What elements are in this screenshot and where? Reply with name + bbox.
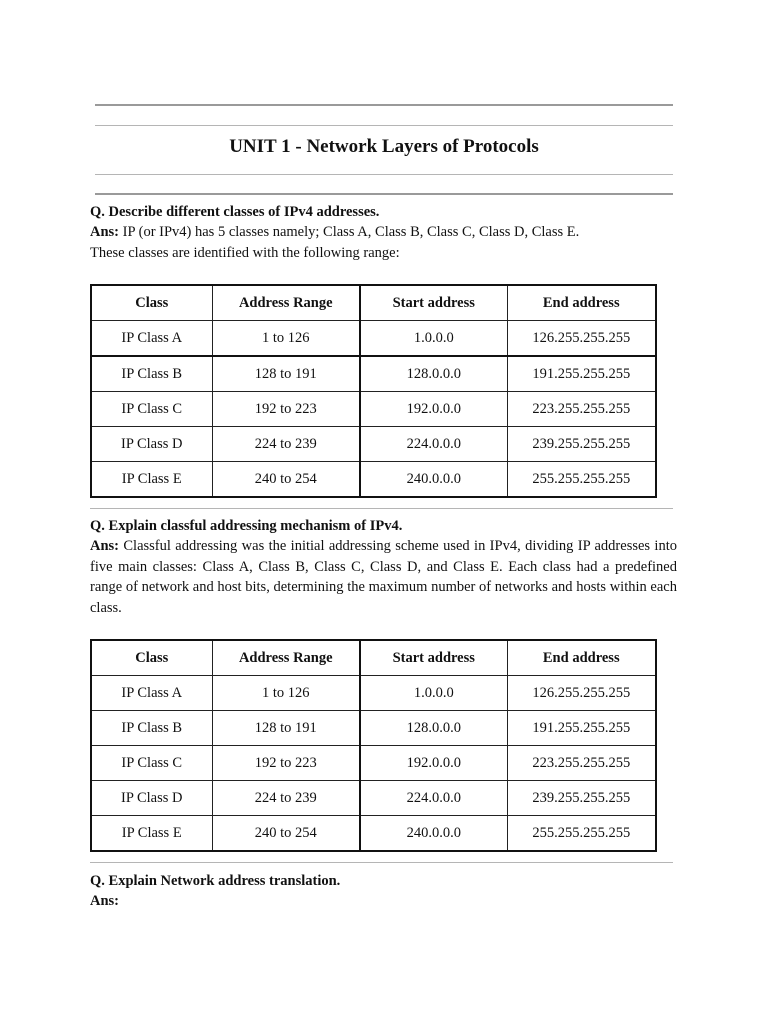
title-rule (95, 193, 673, 195)
table-cell: 191.255.255.255 (507, 711, 656, 746)
table-cell: 191.255.255.255 (507, 356, 656, 392)
table-cell: 126.255.255.255 (507, 321, 656, 357)
header-cell: End address (507, 640, 656, 676)
top-rule (95, 104, 673, 106)
table-cell: 128 to 191 (212, 711, 360, 746)
table-cell: 126.255.255.255 (507, 676, 656, 711)
table-row (91, 746, 656, 781)
table-header-row (91, 640, 656, 676)
title-rule-thin (95, 174, 673, 175)
table-cell: IP Class B (91, 356, 212, 392)
answer-text: IP (or IPv4) has 5 classes namely; Class A, Class B, Class C, Class D, Class E. (119, 224, 580, 241)
table-cell: 1 to 126 (212, 676, 360, 711)
header-cell: End address (507, 285, 656, 321)
table-cell: 128 to 191 (212, 356, 360, 392)
answer-label: Ans: (90, 224, 120, 241)
table-cell: 223.255.255.255 (507, 392, 656, 427)
table-cell: IP Class D (91, 427, 212, 462)
table-cell: 255.255.255.255 (507, 816, 656, 852)
table-cell: 239.255.255.255 (507, 781, 656, 816)
table-cell: IP Class E (91, 816, 212, 852)
table-cell: 240 to 254 (212, 462, 360, 498)
question-3: Q. Explain Network address translation. (90, 873, 341, 889)
table-cell: 192 to 223 (212, 392, 360, 427)
table-cell: 1.0.0.0 (360, 321, 507, 357)
question-1: Q. Describe different classes of IPv4 addresses. (90, 204, 380, 220)
table-row (91, 462, 656, 498)
top-rule-thin (95, 125, 673, 126)
table-cell: IP Class B (91, 711, 212, 746)
table-cell: 255.255.255.255 (507, 462, 656, 498)
table-row (91, 321, 656, 357)
answer-text: Classful addressing was the initial addressing scheme used in IPv4, dividing IP addresses into five main classes: Class A, Class B, Class C, Class D, and Class E. Each class had a predefined range of network and host bits, determining the maximum number of networks and hosts within each class. (90, 538, 677, 616)
header-cell: Class (91, 640, 212, 676)
table-cell: 239.255.255.255 (507, 427, 656, 462)
header-cell: Address Range (212, 640, 360, 676)
section-2 (90, 516, 677, 618)
header-cell: Class (91, 285, 212, 321)
answer-label: Ans: (90, 538, 120, 555)
ip-class-table-1 (90, 284, 657, 498)
table-cell: 224.0.0.0 (360, 781, 507, 816)
header-cell: Address Range (212, 285, 360, 321)
header-cell: Start address (360, 285, 507, 321)
section-divider (90, 508, 673, 509)
table-cell: IP Class C (91, 392, 212, 427)
section-3 (90, 871, 677, 912)
table-cell: 128.0.0.0 (360, 711, 507, 746)
table-cell: 192.0.0.0 (360, 746, 507, 781)
table-cell: 192.0.0.0 (360, 392, 507, 427)
table-row (91, 427, 656, 462)
table-cell: 223.255.255.255 (507, 746, 656, 781)
section-1 (90, 202, 677, 263)
table-cell: IP Class C (91, 746, 212, 781)
table-row (91, 711, 656, 746)
table-cell: 224.0.0.0 (360, 427, 507, 462)
answer-label: Ans: (90, 893, 120, 910)
table-cell: IP Class A (91, 676, 212, 711)
answer-1-extra: These classes are identified with the following range: (90, 244, 400, 261)
table-row (91, 392, 656, 427)
ip-class-table-2 (90, 639, 657, 852)
header-cell: Start address (360, 640, 507, 676)
answer-3 (90, 891, 677, 911)
table-row (91, 356, 656, 392)
table-row (91, 676, 656, 711)
table-cell: 128.0.0.0 (360, 356, 507, 392)
section-divider (90, 862, 673, 863)
table-cell: 1.0.0.0 (360, 676, 507, 711)
table-cell: 1 to 126 (212, 321, 360, 357)
answer-1 (90, 222, 677, 242)
table-cell: 224 to 239 (212, 781, 360, 816)
question-2: Q. Explain classful addressing mechanism of IPv4. (90, 518, 403, 534)
table-cell: 192 to 223 (212, 746, 360, 781)
table-cell: IP Class A (91, 321, 212, 357)
page-title: UNIT 1 - Network Layers of Protocols (229, 136, 539, 157)
answer-2 (90, 536, 677, 618)
table-cell: 224 to 239 (212, 427, 360, 462)
table-row (91, 781, 656, 816)
table-cell: 240 to 254 (212, 816, 360, 852)
table-cell: IP Class E (91, 462, 212, 498)
table-cell: 240.0.0.0 (360, 462, 507, 498)
table-cell: 240.0.0.0 (360, 816, 507, 852)
table-row (91, 816, 656, 852)
table-cell: IP Class D (91, 781, 212, 816)
table-header-row (91, 285, 656, 321)
